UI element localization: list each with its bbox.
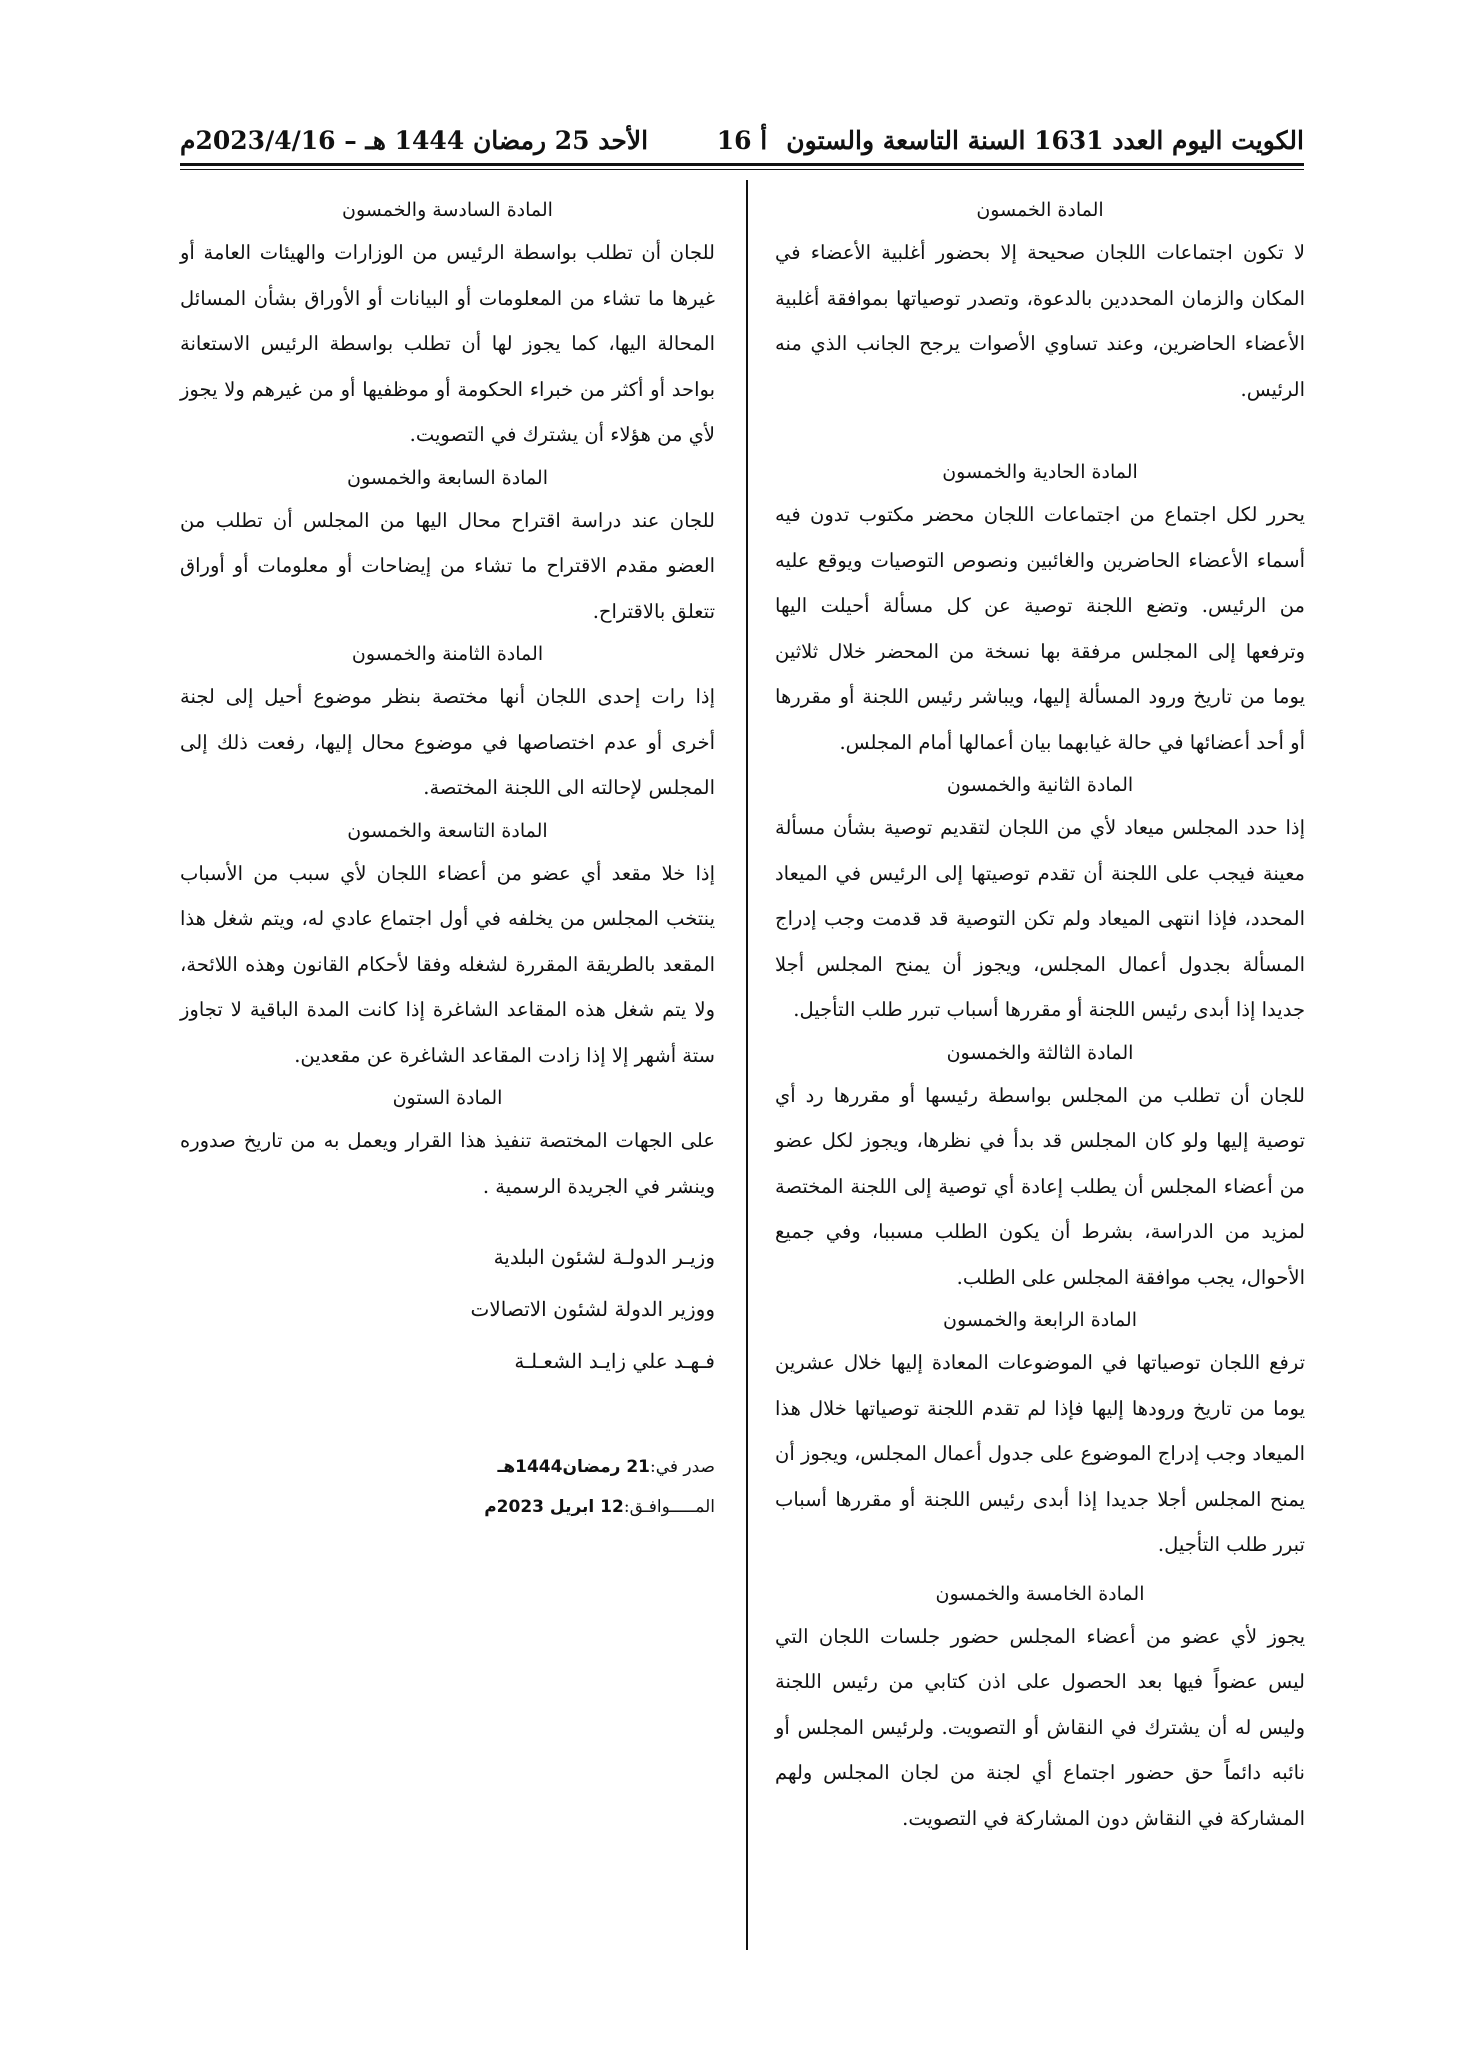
article-52-body: إذا حدد المجلس ميعاد لأي من اللجان لتقديم توصية بشأن مسألة معينة فيجب على اللجنة أن تقدم توصيتها إلى الرئيس في الميعاد المحدد، فإذا انتهى الميعاد ولم تكن التوصية قد قدمت وجب إدراج المسألة بجدول أعمال المجلس، ويجوز أن يمنح المجلس أجلا جديدا إذا أبدى رئيس اللجنة أو مقررها أسباب تبرر طلب التأجيل.: [775, 816, 1306, 1021]
article-56-title: المادة السادسة والخمسون: [342, 199, 553, 221]
article-55-body: يجوز لأي عضو من أعضاء المجلس حضور جلسات اللجان التي ليس عضواً فيها بعد الحصول على اذن كتابي من رئيس اللجنة وليس له أن يشترك في النقاش أو التصويت. ولرئيس المجلس أو نائبه دائماً حق حضور اجتماع أي لجنة من لجان المجلس ولهم المشاركة في النقاش دون المشاركة في التصويت.: [775, 1624, 1305, 1830]
issued-line: [180, 1447, 715, 1487]
article-52-title: المادة الثانية والخمسون: [946, 774, 1134, 796]
corresponding-label: المـــــوافـق:: [623, 1497, 715, 1517]
corresponding-line: [180, 1487, 715, 1527]
issued-date-hijri: 21 رمضان1444هـ: [497, 1457, 650, 1477]
issue-date-block: [180, 1447, 715, 1527]
newspaper-header: [180, 118, 1304, 162]
spacer: [180, 1209, 715, 1231]
signatory-name: فـهـد علي زايـد الشعـلـة: [514, 1349, 715, 1373]
article-50-body: لا تكون اجتماعات اللجان صحيحة إلا بحضور أغلبية الأعضاء في المكان والزمان المحددين بالدعوة، وتصدر توصياتها بموافقة أغلبية الأعضاء الحاضرين، وعند تساوي الأصوات يرجح الجانب الذي منه الرئيس.: [775, 241, 1305, 401]
issue-info: الكويت اليوم العدد 1631 السنة التاسعة والستون: [786, 125, 1304, 155]
spacer: [180, 1387, 715, 1447]
page-number: أ 16: [716, 125, 768, 155]
signatory-title-1: وزيـر الدولـة لشئون البلدية: [493, 1245, 715, 1269]
article-53-title: المادة الثالثة والخمسون: [946, 1041, 1134, 1064]
issued-date-gregorian: 12 ابريل 2023م: [484, 1497, 624, 1517]
article-59-title: المادة التاسعة والخمسون: [347, 819, 548, 842]
article-51-body: يحرر لكل اجتماع من اجتماعات اللجان محضر مكتوب تدون فيه أسماء الأعضاء الحاضرين والغائبين ونصوص التوصيات ويوقع عليه من الرئيس. وتضع اللجنة توصية عن كل مسألة أحيلت اليها وترفعها إلى المجلس مرفقة بها نسخة من المحضر خلال ثلاثين يوما من تاريخ ورود المسألة إليها، ويباشر رئيس اللجنة أو مقررها أو أحد أعضائها في حالة غيابهما بيان أعمالها أمام المجلس.: [775, 503, 1305, 754]
article-55-title: المادة الخامسة والخمسون: [935, 1582, 1145, 1605]
article-56-body: للجان أن تطلب بواسطة الرئيس من الوزارات والهيئات العامة أو غيرها ما تشاء من المعلومات أو البيانات أو الأوراق بشأن المسائل المحالة اليها، كما يجوز لها أن تطلب بواسطة الرئيس الاستعانة بواحد أو أكثر من خبراء الحكومة أو موظفيها أو من غيرهم ولا يجوز لأي من هؤلاء أن يشترك في التصويت.: [180, 241, 715, 446]
signature-block: [180, 1231, 715, 1387]
article-60-body: على الجهات المختصة تنفيذ هذا القرار ويعمل به من تاريخ صدوره وينشر في الجريدة الرسمية .: [180, 1129, 715, 1198]
issued-label: صدر في:: [650, 1457, 715, 1477]
column-divider: [746, 180, 748, 1950]
article-54-body: ترفع اللجان توصياتها في الموضوعات المعادة إليها خلال عشرين يوما من تاريخ ورودها إليها فإذا لم تقدم اللجنة توصياتها خلال هذا الميعاد وجب إدراج الموضوع على جدول أعمال المجلس، ويجوز أن يمنح المجلس أجلا جديدا إذا أبدى رئيس اللجنة أو مقررها أسباب تبرر طلب التأجيل.: [775, 1351, 1305, 1556]
header-rule-thin: [180, 169, 1304, 170]
article-50-title: المادة الخمسون: [976, 199, 1104, 221]
article-57-title: المادة السابعة والخمسون: [347, 466, 548, 489]
left-column: [180, 190, 715, 1527]
article-54-title: المادة الرابعة والخمسون: [942, 1309, 1138, 1331]
article-59-body: إذا خلا مقعد أي عضو من أعضاء اللجان لأي سبب من الأسباب ينتخب المجلس من يخلفه في أول اجتماع عادي له، ويتم شغل هذا المقعد بالطريقة المقررة لشغله وفقا لأحكام القانون وهذه اللائحة، ولا يتم شغل هذه المقاعد الشاغرة إذا كانت المدة الباقية لا تجاوز ستة أشهر إلا إذا زادت المقاعد الشاغرة عن مقعدين.: [180, 861, 715, 1067]
article-58-body: إذا رات إحدى اللجان أنها مختصة بنظر موضوع أحيل إلى لجنة أخرى أو عدم اختصاصها في موضوع محال إليها، رفعت ذلك إلى المجلس لإحالته الى اللجنة المختصة.: [180, 685, 715, 799]
header-rule-thick: [180, 163, 1304, 166]
right-column: [775, 190, 1305, 1841]
spacer: [775, 412, 1305, 452]
article-57-body: للجان عند دراسة اقتراح محال اليها من المجلس أن تطلب من العضو مقدم الاقتراح ما تشاء من إيضاحات أو معلومات أو أوراق تتعلق بالاقتراح.: [180, 508, 715, 623]
signatory-title-2: ووزير الدولة لشئون الاتصالات: [470, 1297, 715, 1321]
article-58-title: المادة الثامنة والخمسون: [351, 643, 544, 665]
article-53-body: للجان أن تطلب من المجلس بواسطة رئيسها أو مقررها رد أي توصية إليها ولو كان المجلس قد بدأ في نظرها، ويجوز لكل عضو من أعضاء المجلس أن يطلب إعادة أي توصية إلى اللجنة المختصة لمزيد من الدراسة، بشرط أن يكون الطلب مسببا، وفي جميع الأحوال، يجب موافقة المجلس على الطلب.: [775, 1083, 1305, 1289]
header-date: الأحد 25 رمضان 1444 هـ – 2023/4/16م: [180, 125, 649, 155]
article-60-title: المادة الستون: [392, 1087, 503, 1109]
article-51-title: المادة الحادية والخمسون: [942, 461, 1138, 483]
